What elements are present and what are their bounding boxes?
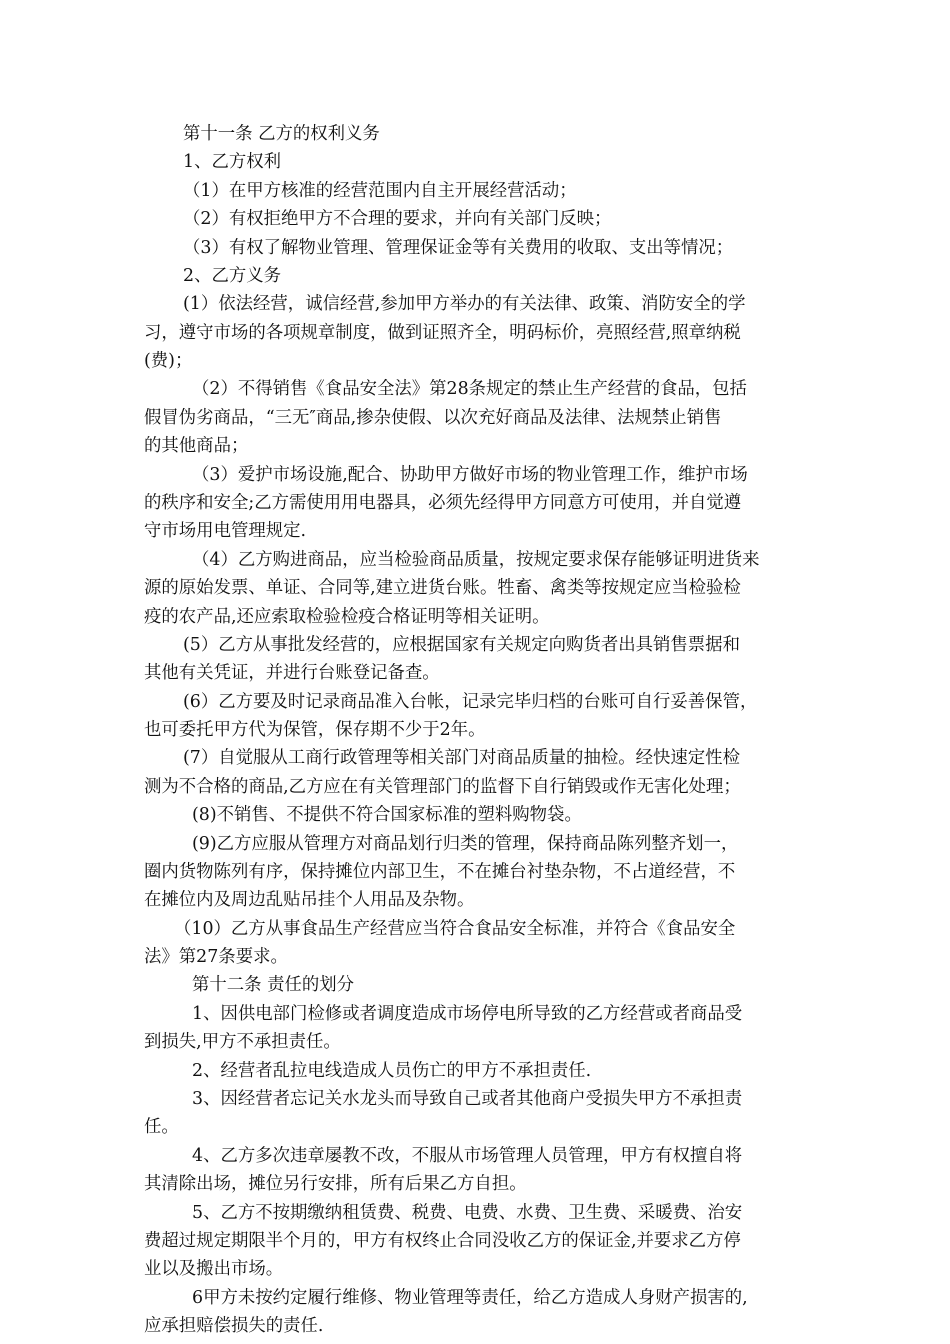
paragraph-line: (6）乙方要及时记录商品准入台帐，记录完毕归档的台账可自行妥善保管， xyxy=(183,691,758,712)
paragraph-line: 假冒伪劣商品，“三无″商品,掺杂使假、以次充好商品及法律、法规禁止销售 xyxy=(144,407,722,428)
paragraph-line: （10）乙方从事食品生产经营应当符合食品安全标准，并符合《食品安全 xyxy=(174,918,736,939)
paragraph-line: 5、乙方不按期缴纳租赁费、税费、电费、水费、卫生费、采暖费、治安 xyxy=(192,1202,743,1223)
paragraph-line: （3）有权了解物业管理、管理保证金等有关费用的收取、支出等情况； xyxy=(183,237,734,258)
paragraph-line: 4、乙方多次违章屡教不改，不服从市场管理人员管理，甲方有权擅自将 xyxy=(192,1145,743,1166)
paragraph-line: 费超过规定期限半个月的，甲方有权终止合同没收乙方的保证金,并要求乙方停 xyxy=(144,1230,741,1251)
paragraph-line: 源的原始发票、单证、合同等,建立进货台账。牲畜、禽类等按规定应当检验检 xyxy=(144,578,741,599)
paragraph-line: (费)； xyxy=(144,351,193,371)
paragraph-line: 2、经营者乱拉电线造成人员伤亡的甲方不承担责任. xyxy=(192,1060,592,1081)
paragraph-line: （2）有权拒绝甲方不合理的要求，并向有关部门反映； xyxy=(183,209,612,230)
paragraph-line: 圈内货物陈列有序，保持摊位内部卫生，不在摊台衬垫杂物，不占道经营，不 xyxy=(144,861,736,882)
paragraph-line: 疫的农产品,还应索取检验检疫合格证明等相关证明。 xyxy=(144,606,550,627)
paragraph-line: （2）不得销售《食品安全法》第28条规定的禁止生产经营的食品，包括 xyxy=(192,379,747,400)
paragraph-line: 应承担赔偿损失的责任. xyxy=(144,1316,324,1336)
paragraph-line: 6甲方未按约定履行维修、物业管理等责任，给乙方造成人身财产损害的, xyxy=(192,1287,748,1308)
paragraph-line: 在摊位内及周边乱贴吊挂个人用品及杂物。 xyxy=(144,890,475,911)
paragraph-line: （3）爱护市场设施,配合、协助甲方做好市场的物业管理工作，维护市场 xyxy=(192,464,748,485)
paragraph-line: 到损失,甲方不承担责任。 xyxy=(144,1032,341,1053)
paragraph-line: 习，遵守市场的各项规章制度，做到证照齐全，明码标价，亮照经营,照章纳税 xyxy=(144,322,741,343)
paragraph-line: 任。 xyxy=(144,1117,179,1138)
section-heading: 1、乙方权利 xyxy=(183,152,282,173)
paragraph-line: （1）在甲方核准的经营范围内自主开展经营活动； xyxy=(183,180,577,201)
section-heading: 2、乙方义务 xyxy=(183,265,282,286)
paragraph-line: (5）乙方从事批发经营的，应根据国家有关规定向购货者出具销售票据和 xyxy=(183,634,740,655)
paragraph-line: 法》第27条要求。 xyxy=(144,947,288,967)
paragraph-line: 其清除出场，摊位另行安排，所有后果乙方自担。 xyxy=(144,1174,527,1195)
paragraph-line: 3、因经营者忘记关水龙头而导致自己或者其他商户受损失甲方不承担责 xyxy=(192,1089,743,1109)
paragraph-line: (7）自觉服从工商行政管理等相关部门对商品质量的抽检。经快速定性检 xyxy=(183,748,740,769)
paragraph-line: (1）依法经营，诚信经营,参加甲方举办的有关法律、政策、消防安全的学 xyxy=(183,294,746,315)
paragraph-line: 测为不合格的商品,乙方应在有关管理部门的监督下自行销毁或作无害化处理； xyxy=(144,776,741,797)
article-11-heading: 第十一条 乙方的权利义务 xyxy=(183,124,380,144)
paragraph-line: （4）乙方购进商品，应当检验商品质量，按规定要求保存能够证明进货来 xyxy=(192,549,760,570)
paragraph-line: (8)不销售、不提供不符合国家标准的塑料购物袋。 xyxy=(192,805,582,826)
paragraph-line: 的其他商品； xyxy=(144,436,249,457)
paragraph-line: 业以及搬出市场。 xyxy=(144,1259,284,1280)
article-12-heading: 第十二条 责任的划分 xyxy=(192,975,355,996)
paragraph-line: 其他有关凭证，并进行台账登记备查。 xyxy=(144,663,440,684)
paragraph-line: 也可委托甲方代为保管，保存期不少于2年。 xyxy=(144,720,486,740)
paragraph-line: 1、因供电部门检修或者调度造成市场停电所导致的乙方经营或者商品受 xyxy=(192,1003,743,1024)
paragraph-line: 的秩序和安全;乙方需使用用电器具，必须先经得甲方同意方可使用，并自觉遵 xyxy=(144,493,742,513)
paragraph-line: (9)乙方应服从管理方对商品划行归类的管理，保持商品陈列整齐划一， xyxy=(192,833,739,854)
paragraph-line: 守市场用电管理规定. xyxy=(144,521,307,542)
